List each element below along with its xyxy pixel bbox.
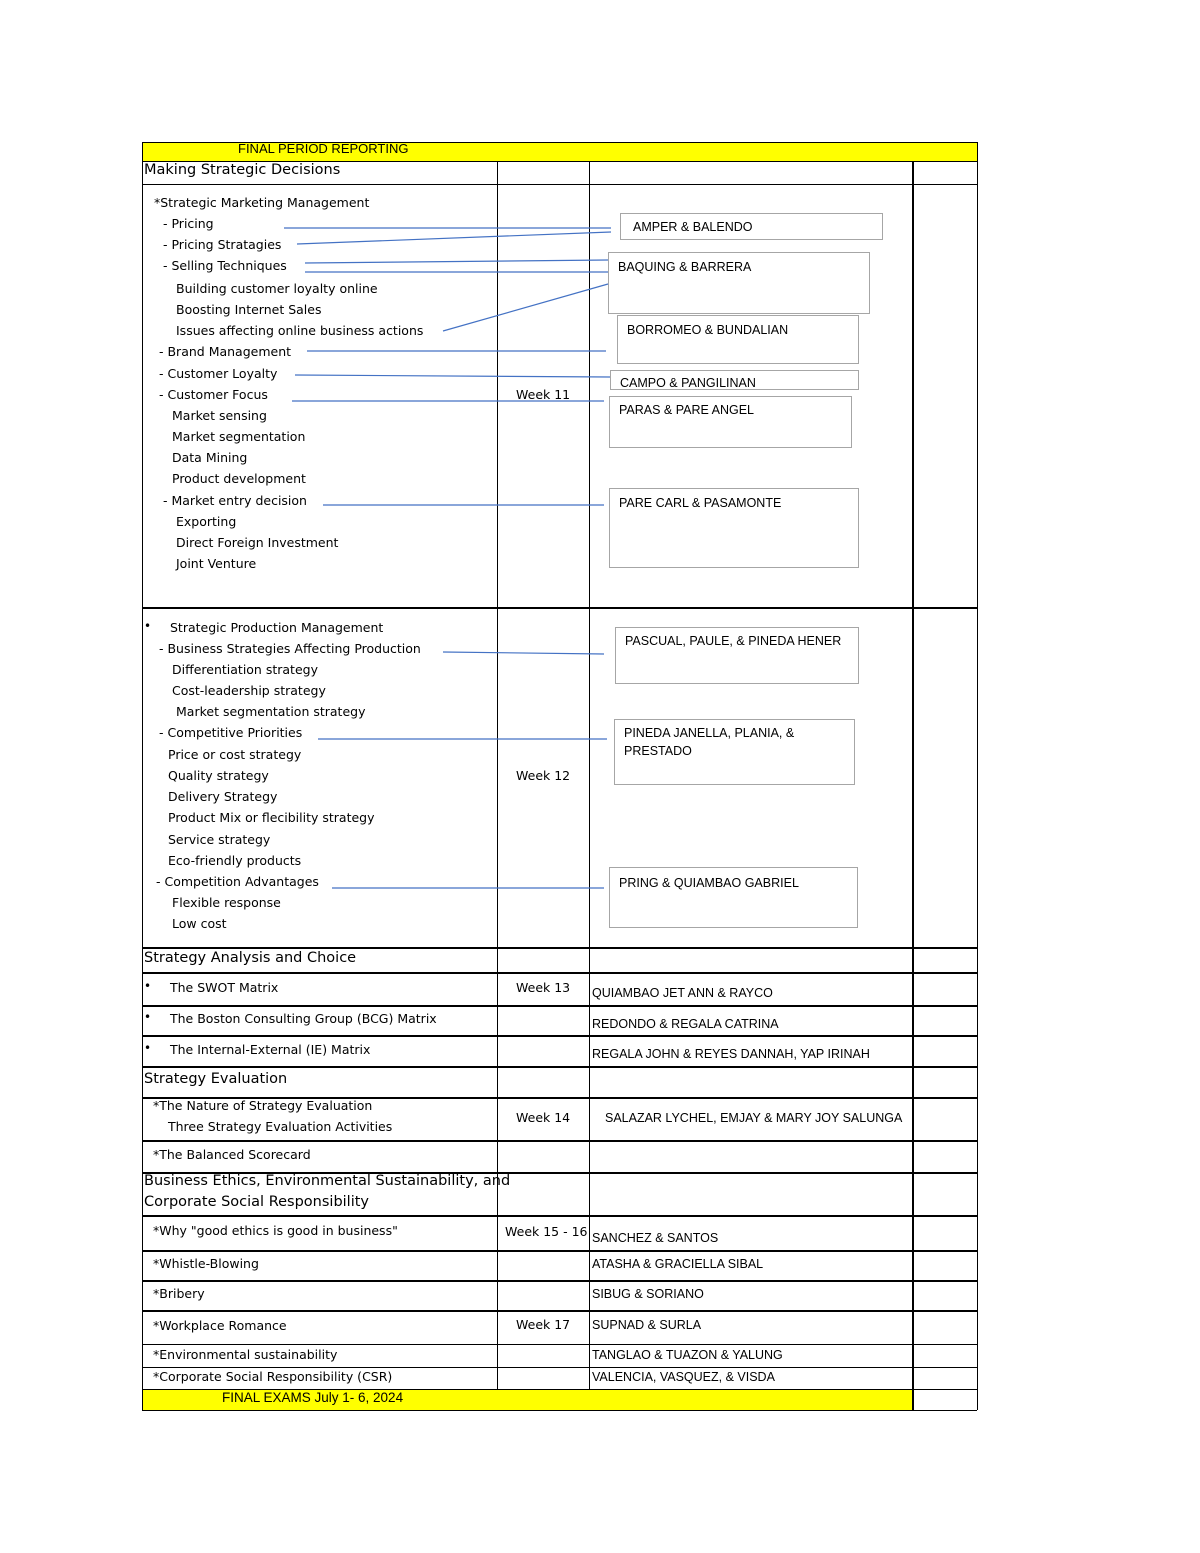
reporter-names: REGALA JOHN & REYES DANNAH, YAP IRINAH	[592, 1047, 870, 1061]
topic-item: - Business Strategies Affecting Production	[159, 641, 421, 656]
reporter-names: QUIAMBAO JET ANN & RAYCO	[592, 986, 773, 1000]
topic-item: Direct Foreign Investment	[176, 535, 339, 550]
reporter-names: SANCHEZ & SANTOS	[592, 1231, 719, 1245]
reporter-names: PASCUAL, PAULE, & PINEDA HENER	[625, 634, 842, 648]
topic-item: - Market entry decision	[163, 493, 307, 508]
week-label: Week 13	[516, 980, 571, 995]
connector-line	[305, 260, 608, 263]
topic-item: *Environmental sustainability	[153, 1347, 338, 1362]
topic-item: Price or cost strategy	[168, 747, 302, 762]
topic-item: Issues affecting online business actions	[176, 323, 424, 338]
topic-item: Differentiation strategy	[172, 662, 318, 677]
topic-item: *Corporate Social Responsibility (CSR)	[153, 1369, 393, 1384]
week-label: Week 17	[516, 1317, 571, 1332]
reporter-names: CAMPO & PANGILINAN	[620, 376, 756, 390]
week-label: Week 12	[516, 768, 571, 783]
bullet-icon: •	[144, 979, 152, 993]
connector-line	[443, 284, 608, 331]
reporter-names: SALAZAR LYCHEL, EMJAY & MARY JOY SALUNGA	[605, 1111, 903, 1125]
topic-item: *Bribery	[153, 1286, 205, 1301]
reporter-names: PRING & QUIAMBAO GABRIEL	[619, 876, 799, 890]
topic-item: - Pricing	[163, 216, 214, 231]
reporter-names: ATASHA & GRACIELLA SIBAL	[592, 1257, 764, 1271]
reporter-names: PARE CARL & PASAMONTE	[619, 496, 782, 510]
bullet-icon: •	[144, 1010, 152, 1024]
reporter-names: REDONDO & REGALA CATRINA	[592, 1017, 779, 1031]
topic-item: Market sensing	[172, 408, 267, 423]
topic-item: Strategic Production Management	[170, 620, 384, 635]
topic-item: Flexible response	[172, 895, 281, 910]
reporter-names: SUPNAD & SURLA	[592, 1318, 702, 1332]
topic-item: *The Nature of Strategy Evaluation	[153, 1098, 373, 1113]
topic-item: - Brand Management	[159, 344, 292, 359]
reporter-names: PINEDA JANELLA, PLANIA, & PRESTADO	[624, 726, 795, 758]
topic-item: Cost-leadership strategy	[172, 683, 326, 698]
reporter-names: PARAS & PARE ANGEL	[619, 403, 755, 417]
topic-item: Service strategy	[168, 832, 271, 847]
reporter-names: AMPER & BALENDO	[633, 220, 753, 234]
topic-item: Delivery Strategy	[168, 789, 278, 804]
section-header-analysis: Strategy Analysis and Choice	[144, 950, 357, 966]
topic-item: *Strategic Marketing Management	[154, 195, 370, 210]
topic-item: The Boston Consulting Group (BCG) Matrix	[170, 1011, 437, 1026]
week-label: Week 15 - 16	[505, 1224, 588, 1239]
topic-item: Low cost	[172, 916, 227, 931]
topic-item: - Customer Focus	[159, 387, 268, 402]
section-header-ethics-2: Corporate Social Responsibility	[144, 1194, 369, 1210]
reporter-names: SIBUG & SORIANO	[592, 1287, 704, 1301]
topic-item: *Why "good ethics is good in business"	[153, 1223, 398, 1238]
bullet-icon: •	[144, 1041, 152, 1055]
connector-line	[443, 652, 604, 654]
week-label: Week 11	[516, 387, 571, 402]
topic-item: - Pricing Stratagies	[163, 237, 282, 252]
topic-item: Boosting Internet Sales	[176, 302, 322, 317]
topic-item: Exporting	[176, 514, 237, 529]
week-label: Week 14	[516, 1110, 571, 1125]
topic-item: *Whistle-Blowing	[153, 1256, 259, 1271]
topic-item: Product Mix or flecibility strategy	[168, 810, 375, 825]
final-exams-label: FINAL EXAMS July 1- 6, 2024	[222, 1390, 404, 1405]
bullet-icon: •	[144, 619, 152, 633]
topic-item: Building customer loyalty online	[176, 281, 378, 296]
reporter-names: VALENCIA, VASQUEZ, & VISDA	[592, 1370, 775, 1384]
topic-item: Eco-friendly products	[168, 853, 302, 868]
topic-item: Market segmentation strategy	[176, 704, 366, 719]
reporter-names: BORROMEO & BUNDALIAN	[627, 323, 789, 337]
topic-item: Product development	[172, 471, 306, 486]
topic-item: - Selling Techniques	[163, 258, 287, 273]
connector-line	[297, 232, 611, 244]
topic-item: Data Mining	[172, 450, 248, 465]
topic-item: *Workplace Romance	[153, 1318, 287, 1333]
topic-item: Three Strategy Evaluation Activities	[168, 1119, 393, 1134]
topic-item: *The Balanced Scorecard	[153, 1147, 311, 1162]
topic-item: Joint Venture	[176, 556, 257, 571]
reporter-names: BAQUING & BARRERA	[618, 260, 752, 274]
topic-item: - Competitive Priorities	[159, 725, 303, 740]
page-title: FINAL PERIOD REPORTING	[238, 141, 409, 156]
connector-line	[295, 375, 610, 377]
topic-item: - Competition Advantages	[156, 874, 319, 889]
section-header-evaluation: Strategy Evaluation	[144, 1071, 288, 1087]
topic-item: - Customer Loyalty	[159, 366, 278, 381]
reporter-names: TANGLAO & TUAZON & YALUNG	[592, 1348, 783, 1362]
topic-item: The Internal-External (IE) Matrix	[170, 1042, 371, 1057]
section-header-making: Making Strategic Decisions	[144, 162, 341, 178]
topic-item: Quality strategy	[168, 768, 269, 783]
section-header-ethics: Business Ethics, Environmental Sustainability, and	[144, 1173, 511, 1189]
topic-item: The SWOT Matrix	[170, 980, 279, 995]
topic-item: Market segmentation	[172, 429, 306, 444]
